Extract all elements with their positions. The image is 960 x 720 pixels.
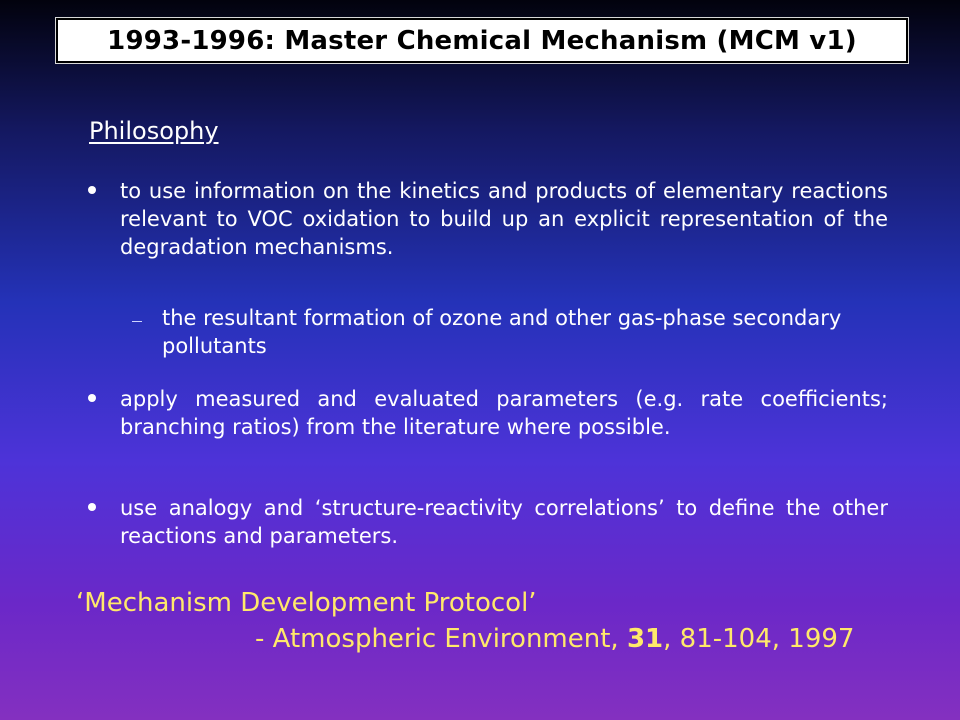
- citation-volume: 31: [626, 624, 664, 654]
- slide-title: 1993-1996: Master Chemical Mechanism (MCM v1): [107, 25, 857, 56]
- citation-pages-year: , 81-104, 1997: [663, 624, 855, 654]
- bullet-text: use analogy and ‘structure-reactivity correlations’ to define the other reactions and parameters.: [120, 496, 888, 548]
- citation-journal: - Atmospheric Environment,: [255, 624, 627, 654]
- title-box: [56, 18, 908, 63]
- sub-bullet-item: [132, 304, 888, 360]
- dash-icon: [132, 321, 142, 360]
- sub-bullet-text: the resultant formation of ozone and other gas-phase secondary pollutants: [162, 306, 842, 358]
- bullet-item-1: [88, 177, 888, 261]
- reference-title: ‘Mechanism Development Protocol’: [76, 588, 537, 618]
- bullet-item-3: [88, 494, 888, 550]
- bullet-text: to use information on the kinetics and products of elementary reactions relevant to VOC oxidation to build up an explicit representation of the degradation mechanisms.: [120, 179, 888, 259]
- bullet-dot-icon: [88, 394, 96, 402]
- bullet-dot-icon: [88, 186, 96, 194]
- section-heading: Philosophy: [89, 117, 219, 145]
- reference-citation: [255, 624, 854, 654]
- bullet-item-2: [88, 385, 888, 441]
- bullet-dot-icon: [88, 503, 96, 511]
- bullet-text: apply measured and evaluated parameters (e.g. rate coefficients; branching ratios) from the literature where possible.: [120, 387, 888, 439]
